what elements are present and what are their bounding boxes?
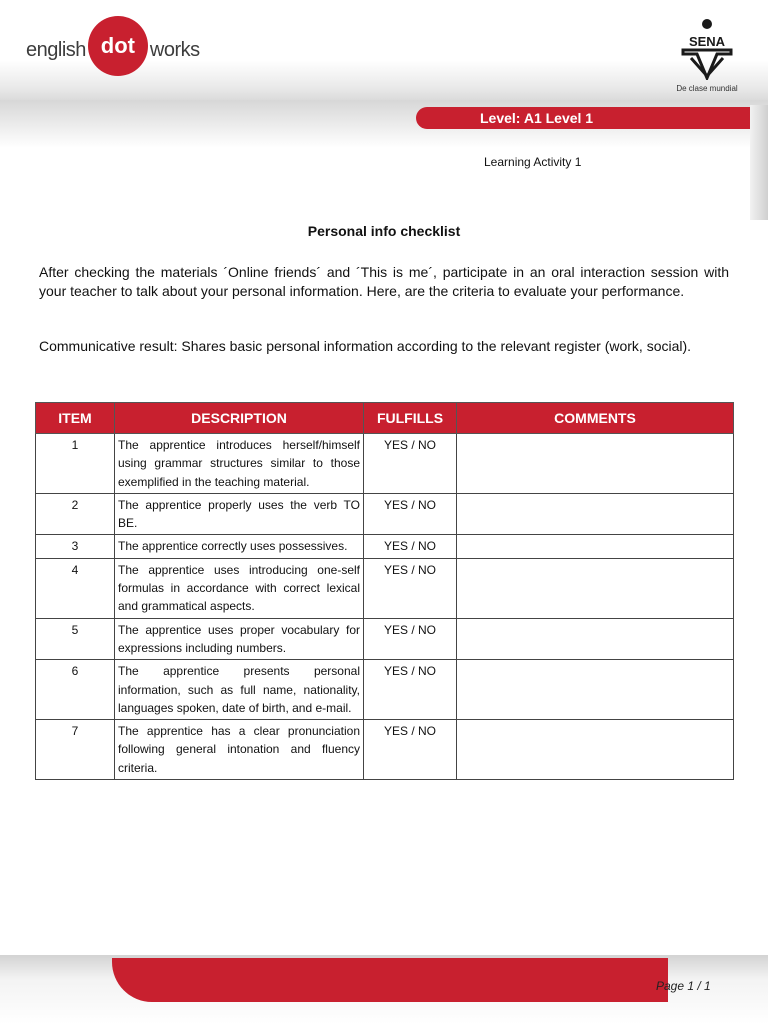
item-number: 1	[36, 434, 115, 494]
header-item: ITEM	[36, 403, 115, 434]
fulfills-cell: YES / NO	[364, 660, 457, 720]
item-description: The apprentice uses proper vocabulary for expressions including numbers.	[115, 618, 364, 660]
header-fulfills: FULFILLS	[364, 403, 457, 434]
sena-logo-name: SENA	[688, 34, 726, 49]
communicative-result: Communicative result: Shares basic personal information according to the relevant register (work, social).	[39, 338, 692, 354]
header-comments: COMMENTS	[457, 403, 734, 434]
header-shade	[750, 105, 768, 220]
item-number: 7	[36, 720, 115, 780]
comments-cell	[457, 618, 734, 660]
logo-word-dot: dot	[88, 16, 148, 76]
sena-logo	[672, 18, 742, 93]
logo-word-works: works	[149, 38, 200, 61]
item-number: 5	[36, 618, 115, 660]
table-header-row	[36, 403, 734, 434]
item-description: The apprentice properly uses the verb TO BE.	[115, 493, 364, 535]
footer-red-band	[112, 958, 668, 1002]
logo-word-english: english	[26, 38, 86, 61]
activity-label: Learning Activity 1	[484, 155, 582, 169]
item-description: The apprentice uses introducing one-self formulas in accordance with correct lexical and grammatical aspects.	[115, 558, 364, 618]
level-banner: Level: A1 Level 1	[416, 107, 750, 129]
sena-logo-icon	[677, 18, 737, 80]
document-title: Personal info checklist	[307, 223, 461, 239]
fulfills-cell: YES / NO	[364, 558, 457, 618]
item-number: 6	[36, 660, 115, 720]
comments-cell	[457, 535, 734, 558]
fulfills-cell: YES / NO	[364, 720, 457, 780]
table-row	[36, 535, 734, 558]
fulfills-cell: YES / NO	[364, 493, 457, 535]
table-row	[36, 660, 734, 720]
page-number: Page 1 / 1	[656, 979, 711, 993]
comments-cell	[457, 660, 734, 720]
comments-cell	[457, 720, 734, 780]
item-description: The apprentice has a clear pronunciation following general intonation and fluency criteria.	[115, 720, 364, 780]
fulfills-cell: YES / NO	[364, 618, 457, 660]
table-row	[36, 434, 734, 494]
english-dot-works-logo	[26, 20, 200, 80]
table-row	[36, 618, 734, 660]
item-description: The apprentice correctly uses possessives.	[115, 535, 364, 558]
table-row	[36, 558, 734, 618]
item-number: 4	[36, 558, 115, 618]
intro-paragraph: After checking the materials ´Online friends´ and ´This is me´, participate in an oral interaction session with your teacher to talk about your personal information. Here, are the criteria to evaluate your performance.	[39, 264, 729, 299]
fulfills-cell: YES / NO	[364, 434, 457, 494]
comments-cell	[457, 558, 734, 618]
checklist-table	[35, 402, 734, 780]
comments-cell	[457, 434, 734, 494]
item-number: 2	[36, 493, 115, 535]
item-number: 3	[36, 535, 115, 558]
fulfills-cell: YES / NO	[364, 535, 457, 558]
table-row	[36, 720, 734, 780]
comments-cell	[457, 493, 734, 535]
header-description: DESCRIPTION	[115, 403, 364, 434]
table-row	[36, 493, 734, 535]
sena-tagline: De clase mundial	[676, 84, 738, 93]
item-description: The apprentice presents personal information, such as full name, nationality, languages spoken, date of birth, and e-mail.	[115, 660, 364, 720]
item-description: The apprentice introduces herself/himself using grammar structures similar to those exemplified in the teaching material.	[115, 434, 364, 494]
